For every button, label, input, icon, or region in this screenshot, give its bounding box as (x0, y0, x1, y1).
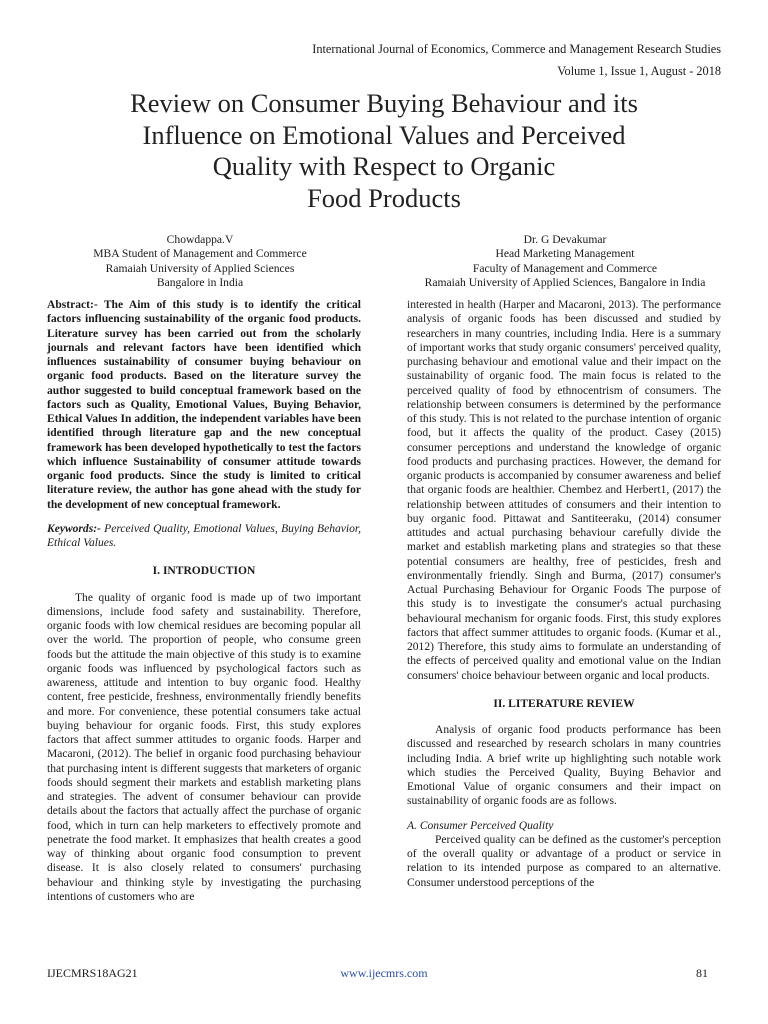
title-line: Food Products (307, 182, 461, 213)
title-line: Review on Consumer Buying Behaviour and its (130, 88, 638, 118)
right-column (407, 298, 721, 890)
author-block-1 (50, 233, 350, 291)
author-name: Chowdappa.V (166, 233, 234, 246)
author-affiliation: Ramaiah University of Applied Sciences, Bangalore in India (424, 276, 706, 290)
journal-name: International Journal of Economics, Commerce and Management Research Studies (312, 42, 721, 56)
page-number: 81 (696, 966, 708, 980)
paper-title (60, 88, 708, 214)
title-line: Influence on Emotional Values and Perceived (142, 119, 626, 150)
literature-review-paragraph: Analysis of organic food products performance has been discussed and researched by research scholars in many countries including India. A brief write up highlighting such notable work which studies the Perceived Quality, Buying Behavior and Emotional Value of organic consumers and their impact on sustainability of organic foods are as follows. (407, 724, 721, 808)
author-affiliation: Bangalore in India (156, 276, 244, 290)
title-line: Quality with Respect to Organic (212, 151, 556, 181)
introduction-paragraph: The quality of organic food is made up of two important dimensions, include food safety and sustainability. Therefore, organic foods with low chemical residues are becoming popular all over the world. The proportion of people, who consume green foods but the attitude the main objective of this study is to examine organic foods was influenced by psychological factors such as awareness, attitude and intention to buy organic food. Healthy content, free pesticide, freshness, environmentally friendly benefits and more. For convenience, these potential consumers take actual buying behaviour for organic foods. First, this study explores factors that affect summer attitudes to organic foods. Harper and Macaroni, (2012). The belief in organic food purchasing behaviour that purchasing intent is different suggests that marketers of organic foods should segment their markets and establish marketing plans and strategies. The advent of consumer behaviour can provide details about the factors that actually affect the purchase of organic food, which in turn can help marketers to effectively promote and penetrate the food market. It emphasizes that health creates a good way of thinking about organic food consumption to prevent disease. It is also closely related to consumers' purchasing behaviour and thinking style by investigating the purchasing intentions of customers who are (47, 591, 361, 903)
author-block-2 (395, 233, 735, 291)
abstract-paragraph: Abstract:- The Aim of this study is to identify the critical factors influencing sustainability of the organic food products. Literature survey has been carried out from the scholarly journals and relevant factors have been identified which influences sustainability of consumer buying behaviour on organic food products. Based on the literature survey the author suggested to build conceptual framework based on the factors such as Quality, Emotional Values, Buying Behavior, Ethical Values In addition, the independent variables have been identified through literature gap and the new conceptual framework has been developed hypothetically to test the factors which influence Sustainability of consumer attitude towards organic food products. Since the study is limited to critical literature review, the author has gone ahead with the study for the development of new conceptual framework. (47, 299, 361, 511)
subsection-heading-perceived-quality: A. Consumer Perceived Quality (407, 819, 554, 832)
left-column (47, 298, 361, 904)
section-heading-literature-review: II. LITERATURE REVIEW (493, 697, 635, 710)
perceived-quality-paragraph: Perceived quality can be defined as the customer's perception of the overall quality or advantage of a product or service in relation to its intended purpose as compared to an alternative. Consumer understood perceptions of the (407, 833, 721, 889)
journal-website-link[interactable]: www.ijecmrs.com (340, 966, 428, 980)
author-affiliation: Ramaiah University of Applied Sciences (105, 261, 295, 275)
keywords-paragraph (47, 522, 361, 551)
introduction-continuation: interested in health (Harper and Macaroni, 2013). The performance analysis of organic foods has been discussed and studied by researchers in many countries, including India. Here is a summary of important works that study organic consumers' perceived quality, purchasing behaviour and emotional value and their impact on the sustainability of organic food. The main focus is related to the perceived quality of food by ethnocentrism of consumers. The relationship between consumers is determined by the performance of this study. This is not related to the purchase intention of organic food, but it affects the quality of the product. Casey (2015) consumer perceptions and understand the knowledge of organic food products and purchasing practices. However, the demand for organic products is accompanied by consumer awareness and belief that organic foods are healthier. Chembez and Herbert1, (2017) the relationship between attitudes of consumers and their intention to buy organic food. Pittawat and Santiteeraku, (2014) consumer attitudes and actual purchasing behaviour carefully divide the market and establish marketing plans and strategies so that these potential consumers are healthy, free of pesticides, fresh and environmentally friendly. Singh and Burma, (2017) consumer's Actual Purchasing Behaviour for Organic Foods The purpose of this study is to investigate the consumer's actual purchasing behavioural mechanism for organic foods. First, this study explores factors that affect summer attitudes to organic foods. (Kumar et al., 2012) Therefore, this study aims to formulate an understanding of the effects of perceived quality and emotional value on the Indian consumers' choice behaviour between organic and local products. (407, 299, 721, 682)
volume-issue: Volume 1, Issue 1, August - 2018 (557, 64, 721, 78)
author-affiliation: Faculty of Management and Commerce (472, 261, 658, 275)
author-name: Dr. G Devakumar (523, 233, 607, 246)
author-affiliation: MBA Student of Management and Commerce (93, 247, 307, 261)
paper-code: IJECMRS18AG21 (47, 966, 138, 980)
keywords-list: Perceived Quality, Emotional Values, Buying Behavior, Ethical Values. (47, 522, 361, 549)
section-heading-introduction: I. INTRODUCTION (152, 565, 256, 578)
keywords-label: Keywords:- (47, 522, 101, 535)
author-affiliation: Head Marketing Management (495, 247, 635, 261)
